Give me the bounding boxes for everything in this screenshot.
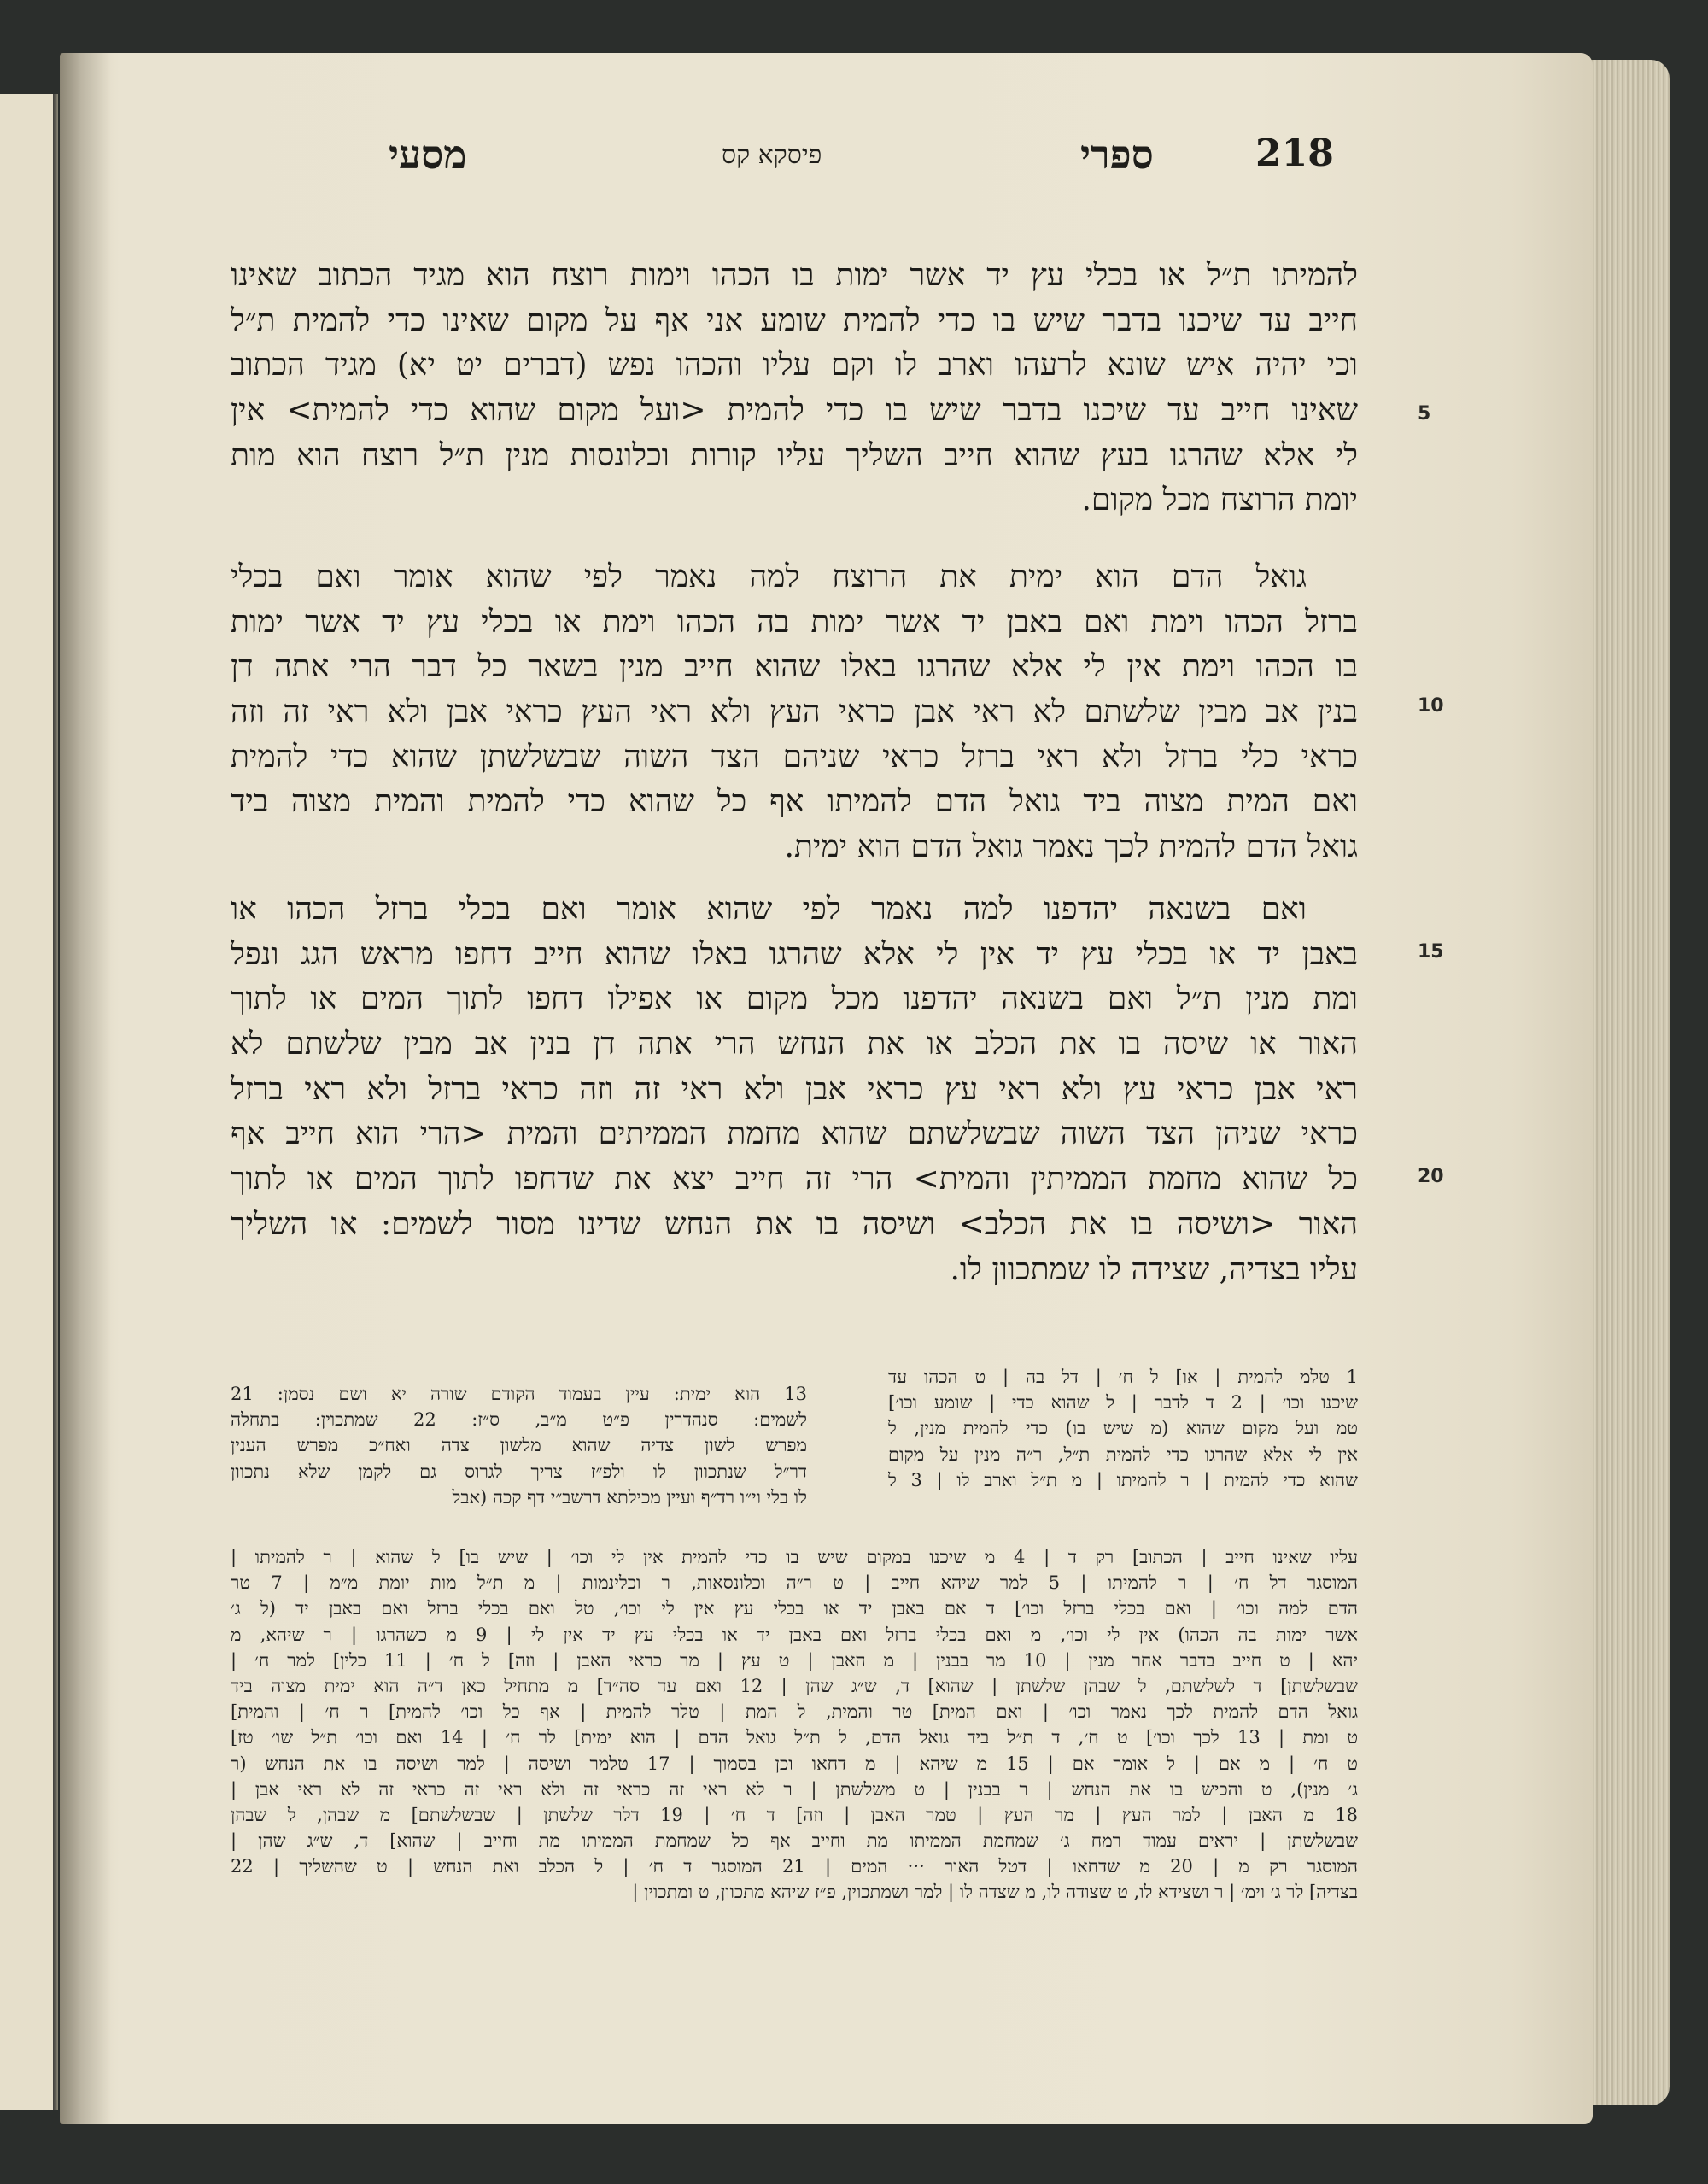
running-header [60, 132, 1593, 208]
apparatus-line: ג׳ מנין), ט והכיש בו את הנחש | ר בבנין | ט משלשתן | ר לא ראי זה כראי זה ולא ראי זה כראי זה לא ראי אבן | [231, 1778, 1358, 1800]
text-line: כל שהוא מחמת הממיתין והמית> הרי זה חייב יצא את שדחפו לתוך המים או לתוך [231, 1162, 1358, 1197]
text-line: לי אלא שהרגו בעץ שהוא חייב השליך עליו קורות וכלונסות מנין ת״ל רוצח הוא מות [231, 437, 1358, 473]
book-title: ספרי [1080, 132, 1154, 178]
apparatus-line: לו בלי וי״ו רד״ף ועיין מכילתא דרשב״י דף קכה (אבל [452, 1486, 807, 1508]
book-gutter [53, 94, 58, 2110]
text-line: ראי אבן כראי עץ ולא ראי עץ כראי אבן ולא ראי זה וזה כראי ברזל ולא ראי ברזל [231, 1071, 1358, 1107]
apparatus-line: 18 מ האבן | למר העץ | מר העץ | טמר האבן | וזה] ד ח׳ | 19 דלר שלשתן | שבשלשתם] מ שבהן, ל שבהן [231, 1804, 1358, 1825]
notes-column-left [231, 1381, 807, 1510]
text-line: בו הכהו וימת אין לי אלא שהרגו באלו שהוא חייב מנין בשאר כל דבר הרי אתה דן [231, 649, 1358, 685]
apparatus-line: לשמים: סנהדרין פ״ט מ״ב, ס״ז: 22 שמתכוין: בתחלה [231, 1409, 807, 1431]
text-line: כראי שניהן הצד השוה שבשלשתם שהוא מחמת הממיתים והמית <הרי הוא חייב אף [231, 1116, 1358, 1152]
parasha-heading: מסעי [389, 132, 467, 178]
apparatus-line: אשר ימות בה הכהו) אין לי וכו׳, מ ואם בכלי ברזל ואם באבן יד או בכלי עץ יד אין לי | 9 מ כשהרגו | ר שיהא, מ [231, 1624, 1358, 1645]
line-number-15: 15 [1418, 941, 1444, 963]
critical-apparatus-right [888, 1364, 1358, 1493]
text-line: האור <ושיסה בו את הכלב> ושיסה בו את הנחש שדינו מסור לשמים: או השליך [231, 1206, 1358, 1242]
text-line: באבן יד או בכלי עץ יד אין לי אלא שהרגו באלו שהוא חייב דחפו מראש הגג ונפל [231, 936, 1358, 972]
text-line: עליו בצדיה, שצידה לו שמתכוון לו. [950, 1251, 1358, 1287]
page-number: 218 [1255, 132, 1334, 175]
text-line: כראי כלי ברזל ולא ראי ברזל כראי שניהם הצד השוה שבשלשתן שהוא כדי להמית [231, 739, 1358, 775]
text-line: בנין אב מבין שלשתם לא ראי אבן כראי העץ ולא ראי העץ כראי אבן ולא ראי זה וזה [231, 694, 1358, 730]
apparatus-line: 1 טלמ להמית | או] ל ח׳ | דל בה | ט הכהו עד [888, 1367, 1358, 1387]
apparatus-line: דר״ל שנתכוון לו ולפ״ז צריך לגרוס גם לקמן שלא נתכוון [231, 1461, 807, 1482]
apparatus-line: ט ח׳ | מ אם | ל אומר אם | 15 מ שיהא | מ דחאו וכן בסמוך | 17 טלמר ושיסה | למר ושיסה בו את הנחש (ר [231, 1753, 1358, 1774]
text-line: ומת מנין ת״ל ואם בשנאה יהדפנו מכל מקום או אפילו דחפו לתוך המים או לתוך [231, 981, 1358, 1017]
apparatus-line: ט ומת | 13 לכך וכו׳] ט ח׳, ד ת״ל ביד גואל הדם, ל ת״ל גואל הדם | הוא ימית] לר ח׳ | 14 ואם וכו׳ ת״ל שו׳ טז] [231, 1727, 1358, 1748]
text-line: ואם בשנאה יהדפנו למה נאמר לפי שהוא אומר ואם בכלי ברזל הכהו או [231, 892, 1307, 927]
left-page-edge [0, 94, 58, 2110]
text-line: גואל הדם להמית לכך נאמר גואל הדם הוא ימית. [784, 829, 1358, 865]
paragraph-2 [231, 555, 1358, 870]
apparatus-line: מפרש לשון צדיה שהוא מלשון צדה ואח״כ מפרש הענין [231, 1435, 807, 1456]
apparatus-line: אין לי אלא שהרגו כדי להמית ת״ל, ר״ה מנין על מקום [888, 1443, 1358, 1465]
apparatus-line: הדם למה וכו׳ | ואם בכלי ברזל וכו׳] ד אם באבן יד או בכלי עץ אין לי וכו׳, טל ואם בכלי ברזל ואם באבן יד (ל ג׳ [231, 1598, 1358, 1619]
text-line: יומת הרוצח מכל מקום. [1081, 483, 1358, 518]
section-heading: פיסקא קס [722, 140, 822, 170]
page-fore-edge [1588, 60, 1670, 2105]
critical-apparatus-full [231, 1544, 1358, 1906]
right-page [60, 53, 1593, 2124]
line-number-20: 20 [1418, 1166, 1444, 1187]
apparatus-line: טמ ועל מקום שהוא (מ שיש בו) כדי להמית מנין, ל [888, 1418, 1358, 1439]
text-line: וכי יהיה איש שונא לרעהו וארב לו וקם עליו והכהו נפש (דברים יט יא) מגיד הכתוב [231, 348, 1358, 384]
apparatus-line: עליו שאינו חייב | הכתוב] רק ד | 4 מ שיכנו במקום שיש בו כדי להמית אין לי וכו׳ | שיש בו] ל שהוא | ר להמיתו | [231, 1547, 1358, 1567]
apparatus-line: שבשלשתן | יראים עמוד רמח ג׳ שמחמת הממיתו מת וחייב אף כל שמחמת הממיתו מת וחייב | שהוא] ד, ש״ג שהן | [231, 1830, 1358, 1852]
text-line: חייב עד שיכנו בדבר שיש בו כדי להמית שומע אני אף על מקום שאינו כדי להמית ת״ל [231, 302, 1358, 338]
apparatus-line: המוסגר דל ח׳ | ר להמיתו | 5 למר שיהא חייב | ט ר״ה וכלונסאות, ר וכלינמות | מ ת״ל מות יומת מ״מ | 7 טר [231, 1572, 1358, 1594]
text-line: גואל הדם הוא ימית את הרוצח למה נאמר לפי שהוא אומר ואם בכלי [231, 559, 1307, 594]
paragraph-3 [231, 887, 1358, 1292]
text-line: ואם המית מצוה ביד גואל הדם להמיתו אף כל שהוא כדי להמית והמית מצוה ביד [231, 784, 1358, 820]
apparatus-line: יהא | ט חייב בדבר אחר מנין | 10 מר בבנין | מ האבן | ט עץ | מר כראי האבן | וזה] ל ח׳ | 11 כלין] למר ח׳ | [231, 1649, 1358, 1671]
apparatus-line: שבשלשתן] ד לשלשתם, ל שבהן שלשתן | שהוא] ד, ש״ג שהן | 12 ואם עד סה״ד] מ מתחיל כאן ד״ה הוא ימית מצוה ביד [231, 1675, 1358, 1696]
text-line: האור או שיסה בו את הכלב או את הנחש הרי אתה דן בנין אב מבין שלשתם לא [231, 1027, 1358, 1063]
text-line: ברזל הכהו וימת ואם באבן יד אשר ימות בה הכהו וימת או בכלי עץ יד אשר ימות [231, 604, 1358, 640]
apparatus-line: שהוא כדי להמית | ר להמיתו | מ ת״ל וארב לו | 3 ל [888, 1469, 1358, 1490]
line-number-10: 10 [1418, 695, 1444, 717]
apparatus-line: שיכנו וכו׳ | 2 ד לדבר | ל שהוא כדי | שומע וכו׳] [888, 1392, 1358, 1414]
apparatus-line: בצדיה] לר ג׳ וימ׳ | ר ושצידא לו, ט שצודה לו, מ שצדה לו | למר ושמתכוין, פ״ז שיהא מתכוון, ט ומתכוין | [632, 1882, 1358, 1903]
apparatus-line: המוסגר רק מ | 20 מ שדחאו | דטל האור ··· המים | 21 המוסגר ד ח׳ | ל הכלב ואת הנחש | ט שהשליך | 22 [231, 1856, 1358, 1877]
text-line: שאינו חייב עד שיכנו בדבר שיש בו כדי להמית <ועל מקום שהוא כדי להמית> אין [231, 393, 1358, 429]
apparatus-line: 13 הוא ימית: עיין בעמוד הקודם שורה יא ושם נסמן: 21 [231, 1384, 807, 1404]
text-line: להמיתו ת״ל או בכלי עץ יד אשר ימות בו הכהו וימות רוצח הוא מגיד הכתוב שאינו [231, 258, 1358, 293]
apparatus-line: גואל הדם להמית לכך נאמר וכו׳ | ואם המית] טר והמית, ל המת | טלר להמית | אף כל וכו׳ להמית] ר ח׳ | והמית] [231, 1701, 1358, 1723]
paragraph-1 [231, 254, 1358, 524]
line-number-5: 5 [1418, 403, 1431, 425]
